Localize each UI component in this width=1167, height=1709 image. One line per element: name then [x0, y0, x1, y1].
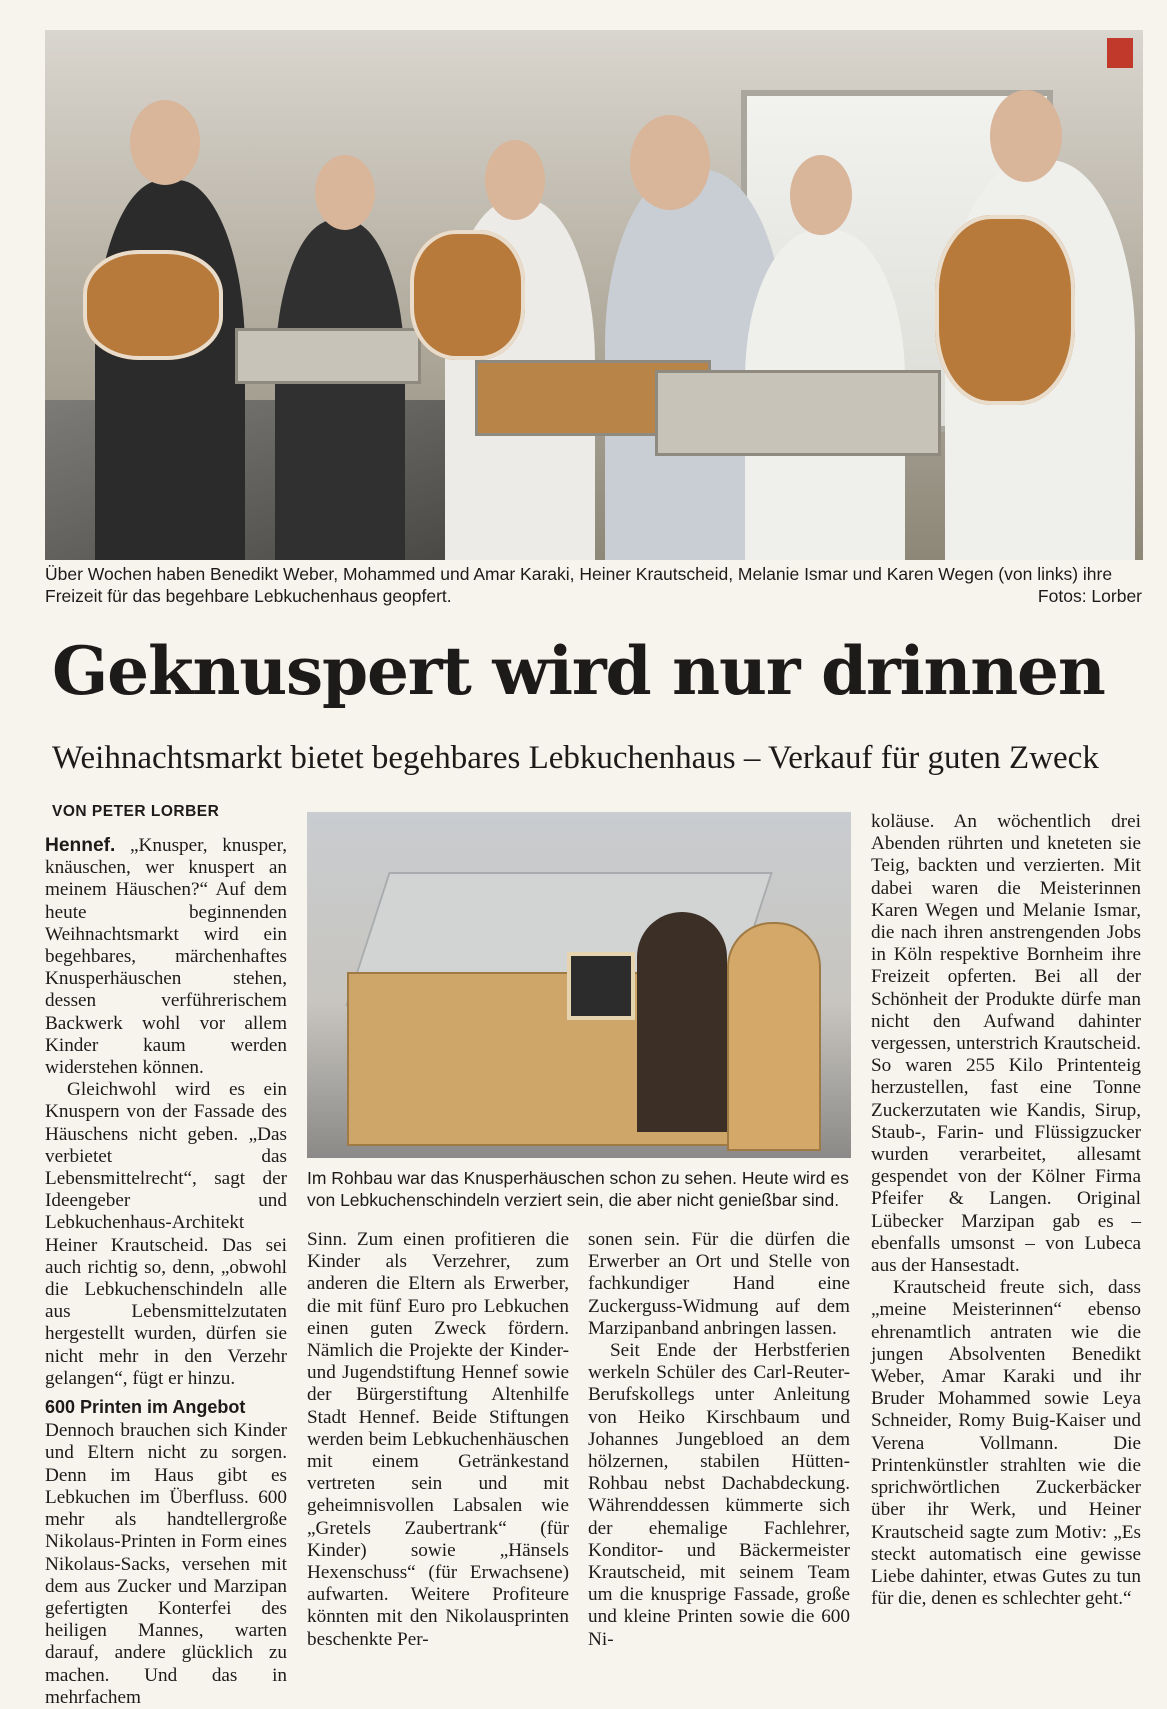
article-subheading: 600 Printen im Angebot — [45, 1397, 246, 1418]
person-2-head — [315, 155, 375, 230]
cookie-tray-1 — [235, 328, 421, 384]
top-photo — [45, 30, 1143, 560]
person-1 — [95, 180, 245, 560]
person-2 — [275, 220, 405, 560]
article-paragraph-4: Sinn. Zum einen profitieren die Kinder als Verzehrer, zum anderen die Eltern als Erwerber, die mit fünf Euro pro Lebkuchen einen guten Zweck fördern. Nämlich die Projekte der Kinder- und Jugendstiftung Hennef sowie der Bürgerstiftung Altenhilfe Stadt Hennef. Beide Stiftungen werden beim Lebkuchenhäuschen mit einem Getränkestand vertreten sein und mit geheimnisvollen Labsalen wie „Gretels Zaubertrank“ (für Kinder) sowie „Hänsels Hexenschuss“ (für Erwachsene) aufwarten. Weitere Profiteure könnten mit den Nikolausprinten beschenkte Per- — [307, 1229, 569, 1650]
subheadline: Weihnachtsmarkt bietet begehbares Lebkuchenhaus – Verkauf für guten Zweck — [52, 740, 1099, 776]
headline: Geknuspert wird nur drinnen — [52, 632, 1105, 710]
article-paragraph-8: Krautscheid freute sich, dass „meine Meisterinnen“ ebenso ehrenamtlich antraten wie die jungen Absolventen Benedikt Weber, Amar Karaki und ihr Bruder Mohammed sowie Leya Schneider, Romy Buig-Kaiser und Verena Vollmann. Die Printenkünstler strahlten wie die sprichwörtlichen Zuckerbäcker über ihr Werk, und Heiner Krautscheid sagte zum Motiv: „Es steckt automatisch eine gewisse Liebe dahinter, etwas Gutes zu tun für die, denen es schlechter geht.“ — [871, 1277, 1141, 1610]
house-door — [637, 912, 727, 1132]
gingerbread-man-2 — [410, 230, 525, 360]
dateline: Hennef. — [45, 835, 116, 856]
article-paragraph-2: Gleichwohl wird es ein Knuspern von der Fassade des Häuschens nicht geben. „Das verbietet das Lebensmittelrecht“, sagt der Ideengeber und Lebkuchenhaus-Architekt Heiner Krautscheid. Das sei auch richtig so, denn, „obwohl die Lebkuchenschindeln alle aus Lebensmittelzutaten hergestellt wurden, dürfen sie nicht mehr in den Verzehr gelangen“, fügt er hinzu. — [45, 1079, 287, 1389]
article-column-2 — [307, 1229, 569, 1651]
person-3-head — [485, 140, 545, 220]
cookie-tray-2 — [655, 370, 941, 456]
article-paragraph-3: Dennoch brauchen sich Kinder und Eltern nicht zu sorgen. Denn im Haus gibt es Lebkuchen im Überfluss. 600 mehr als handtellergroße Nikolaus-Printen in Form eines Nikolaus-Sacks, versehen mit dem aus Zucker und Marzipan gefertigten Konterfei des heiligen Mannes, warten darauf, andere glücklich zu machen. Und das in mehrfachem — [45, 1420, 287, 1708]
person-1-head — [130, 100, 200, 185]
article-column-1 — [45, 835, 287, 1709]
middle-photo — [307, 812, 851, 1158]
article-paragraph-7: koläuse. An wöchentlich drei Abenden rührten und kneteten sie Teig, backten und verzierten. Mit dabei waren die Meisterinnen Karen Wegen und Melanie Ismar, die nach ihren anstrengenden Jobs in Köln respektive Bornheim ihre Freizeit opferten. Bei all der Schönheit der Produkte dürfe man nicht den Aufwand dahinter vergessen, unterstrich Krautscheid. So waren 255 Kilo Printenteig herzustellen, fast eine Tonne Zuckerzutaten wie Kandis, Sirup, Staub-, Farin- und Flüssigzucker wurden verarbeitet, allesamt gespendet von der Kölner Firma Pfeifer & Langen. Original Lübecker Marzipan gab es – ebenfalls umsonst – von Lubeca aus der Hansestadt. — [871, 811, 1141, 1277]
author-byline: VON PETER LORBER — [52, 803, 220, 820]
article-column-4 — [871, 811, 1141, 1610]
person-4-head — [630, 115, 710, 210]
top-photo-caption: Über Wochen haben Benedikt Weber, Mohammed und Amar Karaki, Heiner Krautscheid, Melanie Ismar und Karen Wegen (von links) ihre Freizeit für das begehbare Lebkuchenhaus geopfert. — [45, 564, 1113, 606]
house-door-panel — [727, 922, 821, 1151]
person-6-head — [990, 90, 1062, 182]
gingerbread-man-1 — [83, 250, 223, 360]
article-paragraph-1 — [45, 835, 287, 1079]
photo-wall-sign — [1107, 38, 1133, 68]
person-5-head — [790, 155, 852, 235]
house-window — [567, 952, 635, 1020]
middle-photo-caption: Im Rohbau war das Knusperhäuschen schon zu sehen. Heute wird es von Lebkuchenschindeln verziert sein, die aber nicht genießbar sind. — [307, 1168, 849, 1210]
paragraph-1-text: „Knusper, knusper, knäuschen, wer knuspert an meinem Häuschen?“ Auf dem heute beginnenden Weihnachtsmarkt wird ein begehbares, märchenhaftes Knusperhäuschen stehen, dessen verführerischem Backwerk wohl vor allem Kinder kaum werden widerstehen können. — [45, 835, 287, 1079]
photo-credit: Fotos: Lorber — [1037, 586, 1142, 606]
gingerbread-man-3 — [935, 215, 1075, 405]
article-paragraph-5: sonen sein. Für die dürfen die Erwerber an Ort und Stelle von fachkundiger Hand eine Zuckerguss-Widmung auf dem Marzipanband anbringen lassen. — [588, 1229, 850, 1339]
article-column-3 — [588, 1229, 850, 1651]
article-paragraph-6: Seit Ende der Herbstferien werkeln Schüler des Carl-Reuter-Berufskollegs unter Anleitung von Heiko Kirschbaum und Johannes Jungebloed an dem hölzernen, stabilen Hütten-Rohbau nebst Dachabdeckung. Währenddessen kümmerte sich der ehemalige Fachlehrer, Konditor- und Bäckermeister Krautscheid, mit seinem Team um die knusprige Fassade, große und kleine Printen sowie die 600 Ni- — [588, 1340, 850, 1650]
